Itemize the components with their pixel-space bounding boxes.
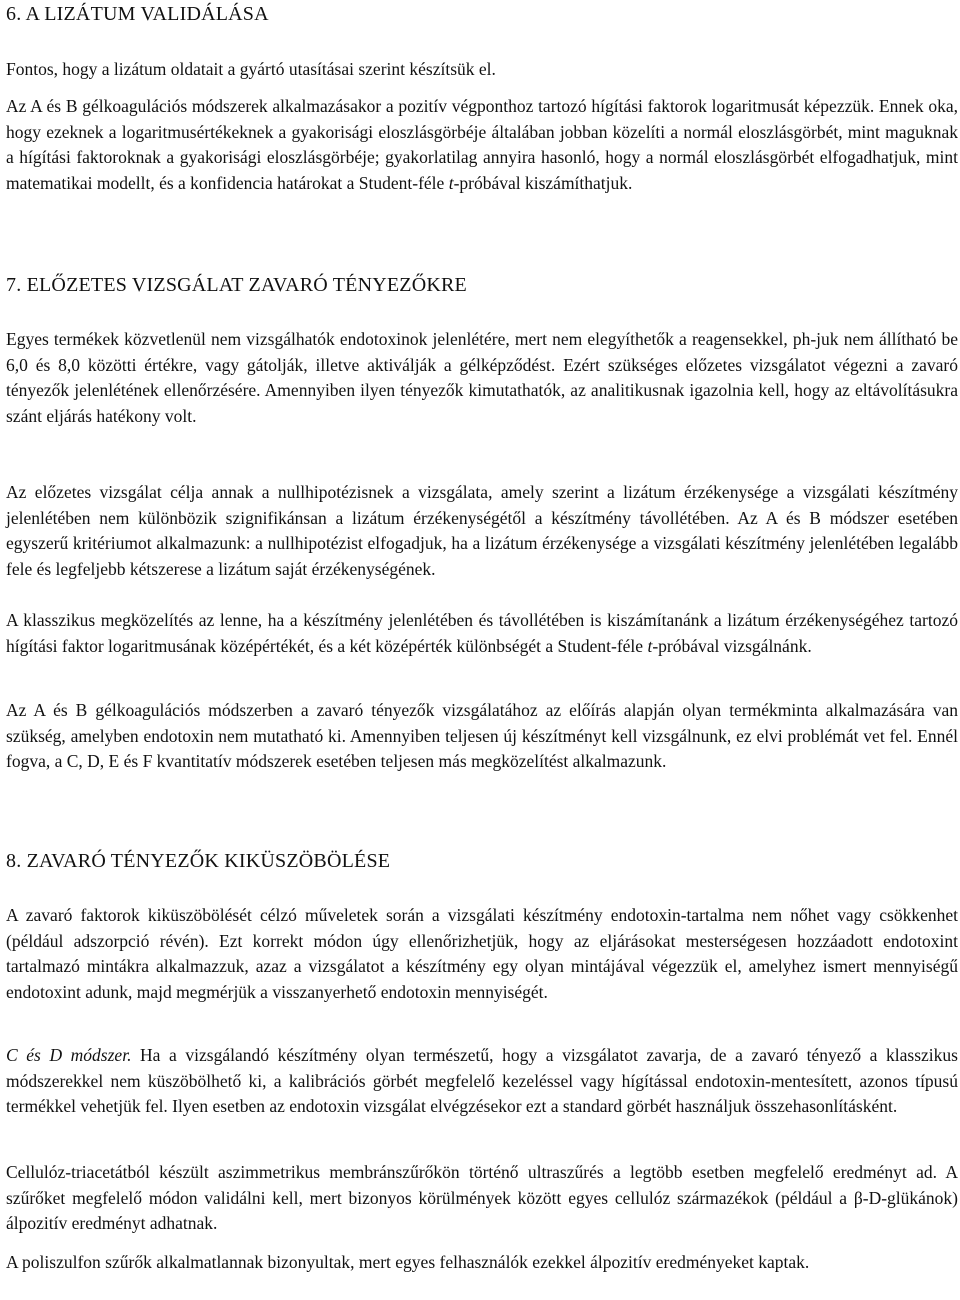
section-8-paragraph-1: A zavaró faktorok kiküszöbölését célzó műveletek során a vizsgálati készítmény endotoxin-tartalma nem nőhet vagy csökkenhet (például adszorpció révén). Ezt korrekt módon úgy ellenőrizhetjük, hogy az eljárásokat mesterségesen hozzáadott endotoxint tartalmazó mintákra alkalmazzuk, azaz a vizsgálatot a készítmény egy olyan mintájával végezzük el, amelyhez ismert mennyiségű endotoxint adunk, majd megmérjük a visszanyerhető endotoxin mennyiségét.	[6, 905, 958, 1002]
section-7-paragraph-2: Az előzetes vizsgálat célja annak a nullhipotézisnek a vizsgálata, amely szerint a lizátum érzékenysége a vizsgálati készítmény jelenlétében nem különbözik szignifikánsan a lizátum érzékenységétől a készítmény távollétében. Az A és B módszer esetében egyszerű kritériumot alkalmazunk: a nullhipotézist elfogadjuk, ha a lizátum érzékenysége a vizsgálati készítmény jelenlétében legalább fele és legfeljebb kétszerese a lizátum saját érzékenységének.	[6, 482, 958, 579]
section-8-paragraph-4: A poliszulfon szűrők alkalmatlannak bizonyultak, mert egyes felhasználók ezekkel álpozitív eredményeket kaptak.	[6, 1252, 810, 1272]
paragraph-text: -próbával vizsgálnánk.	[652, 635, 812, 656]
paragraph-text: Az A és B gélkoagulációs módszerek alkalmazásakor a pozitív végponthoz tartozó hígítási faktorok logaritmusát képezzük. Ennek oka, hogy ezeknek a logaritmusértékeknek a gyakorisági eloszlásgörbéje általában jobban közelíti a normál eloszlásgörbét, mint maguknak a hígítási faktoroknak a gyakorisági eloszlásgörbéje; gyakorlatilag annyira hasonló, hogy a normál eloszlásgörbét elfogadhatjuk, mint matematikai modellt, és a konfidencia határokat a Student-féle	[6, 96, 958, 193]
section-7-paragraph-1: Egyes termékek közvetlenül nem vizsgálhatók endotoxinok jelenlétére, mert nem elegyíthetők a reagensekkel, ph-juk nem állítható be 6,0 és 8,0 közötti értékre, vagy gátolják, illetve aktiválják a gélképződést. Ezért szükséges előzetes vizsgálatot végezni a zavaró tényezők jelenlétének ellenőrzésére. Amennyiben ilyen tényezők kimutathatók, az analitikusnak igazolnia kell, hogy az eltávolításukra szánt eljárás hatékony volt.	[6, 329, 958, 426]
section-6-paragraph-2	[6, 94, 958, 196]
italic-t: t	[647, 635, 653, 656]
paragraph-text: Ha a vizsgálandó készítmény olyan természetű, hogy a vizsgálatot zavarja, de a zavaró tényező a klasszikus módszerekkel nem küszöbölhető ki, a kalibrációs görbét megfelelő kezeléssel vagy hígítással endotoxin-mentesített, azonos típusú termékkel vehetjük fel. Ilyen esetben az endotoxin vizsgálat elvégzésekor ezt a standard görbét használjuk összehasonlításként.	[6, 1045, 958, 1117]
italic-t: t	[448, 172, 454, 193]
section-8-paragraph-3: Cellulóz-triacetátból készült aszimmetrikus membránszűrőkön történő ultraszűrés a legtöbb esetben megfelelő eredményt ad. A szűrőket megfelelő módon validálni kell, mert bizonyos körülmények között egyes cellulóz származékok (például a β-D-glükánok) álpozitív eredményt adhatnak.	[6, 1162, 958, 1234]
section-7-paragraph-4: Az A és B gélkoagulációs módszerben a zavaró tényezők vizsgálatához az előírás alapján olyan termékminta alkalmazására van szükség, amelyben endotoxin nem mutatható ki. Amennyiben teljesen új készítményt kell vizsgálnunk, ez elvi problémát vet fel. Ennél fogva, a C, D, E és F kvantitatív módszerek esetében teljesen más megközelítést alkalmazunk.	[6, 700, 958, 772]
section-8-paragraph-2	[6, 1043, 958, 1120]
paragraph-text: A klasszikus megközelítés az lenne, ha a készítmény jelenlétében és távollétében is kiszámítanánk a lizátum érzékenységéhez tartozó hígítási faktor logaritmusának középértékét, és a két középérték különbségét a Student-féle	[6, 610, 958, 656]
paragraph-text: -próbával kiszámíthatjuk.	[453, 172, 633, 193]
section-7-paragraph-3	[6, 608, 958, 659]
section-6-paragraph-1: Fontos, hogy a lizátum oldatait a gyártó utasításai szerint készítsük el.	[6, 59, 496, 79]
section-8-heading: 8. ZAVARÓ TÉNYEZŐK KIKÜSZÖBÖLÉSE	[6, 850, 391, 872]
method-lead-in: C és D módszer.	[6, 1045, 132, 1065]
section-7-heading: 7. ELŐZETES VIZSGÁLAT ZAVARÓ TÉNYEZŐKRE	[6, 274, 467, 296]
section-6-heading: 6. A LIZÁTUM VALIDÁLÁSA	[6, 3, 269, 25]
